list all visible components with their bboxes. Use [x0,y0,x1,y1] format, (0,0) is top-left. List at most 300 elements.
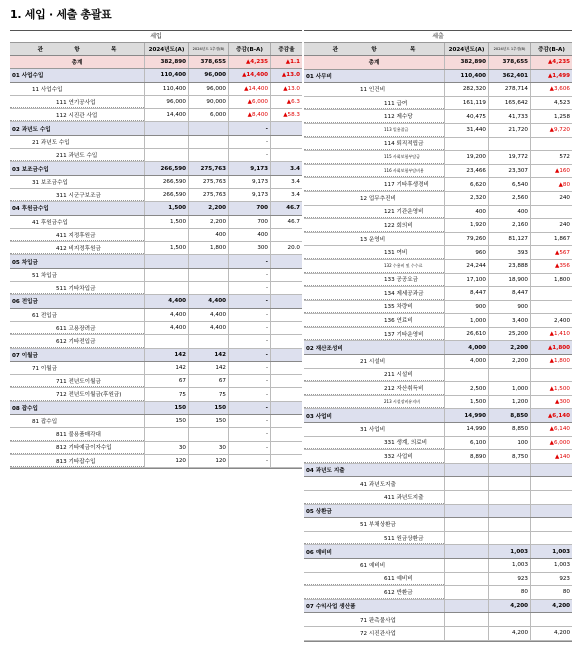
expense-cell-c: 923 [530,573,572,586]
expense-cell-b: 8,850 [488,409,530,422]
income-row-label: 112 시진관 사업 [10,109,144,121]
income-row-label: 211 과년도 수입 [10,149,144,161]
income-cell-a: 382,890 [144,56,188,68]
expense-row [304,505,572,519]
expense-cell-a: 1,000 [444,314,488,327]
income-cell-c: - [228,349,270,361]
income-header-hang: 항 [74,47,80,53]
expense-cell-a: 26,610 [444,328,488,341]
expense-row-label: 02 재산조성비 [306,345,343,352]
expense-row [304,110,572,124]
income-cell-c: - [228,428,270,440]
income-row-label: 412 비지정후원금 [10,242,144,254]
income-cell-b [188,255,228,267]
expense-cell-a: 110,400 [444,70,488,83]
income-cell-a: 75 [144,388,188,400]
expense-cell-b: 25,200 [488,328,530,341]
expense-row-label: 331 생계, 의료비 [304,437,444,450]
income-cell-a [144,136,188,148]
expense-cell-c: 1,800 [530,274,572,287]
expense-cell-b: 923 [488,573,530,586]
income-row [10,309,302,322]
expense-cell-a: 40,475 [444,110,488,123]
expense-cell-b: 2,560 [488,192,530,205]
expense-cell-b: 278,714 [488,83,530,96]
expense-cell-a [444,477,488,490]
expense-cell-c: 80 [530,586,572,599]
expense-row [304,124,572,138]
income-cell-d [270,362,302,374]
expense-row-label: 332 사업비 [304,450,444,463]
income-cell-b: 142 [188,362,228,374]
income-row-label: 03 보조금수입 [12,166,49,173]
expense-cell-a: 2,320 [444,192,488,205]
expense-row-label: 112 제수당 [304,110,444,123]
income-cell-d: 3.4 [270,176,302,188]
income-cell-c: 400 [228,229,270,241]
income-cell-b: 120 [188,455,228,467]
income-cell-d: 3.4 [270,162,302,174]
income-cell-b: 90,000 [188,96,228,108]
income-cell-a [144,149,188,161]
expense-row-label: 137 기타운영비 [304,328,444,341]
expense-cell-a [444,518,488,531]
expense-cell-a: 31,440 [444,124,488,137]
expense-cell-b [488,464,530,477]
income-cell-c: - [228,415,270,427]
income-row [10,388,302,401]
income-row [10,149,302,162]
expense-cell-b: 4,200 [488,627,530,640]
expense-row-label: 113 일용잡급 [304,124,444,137]
income-cell-c: 300 [228,242,270,254]
expense-cell-b: 18,900 [488,274,530,287]
income-row [10,109,302,122]
income-row [10,202,302,215]
income-row-label: 21 과년도 수입 [32,139,70,146]
income-cell-a: 1,500 [144,216,188,228]
expense-row [304,178,572,192]
income-row-label: 411 지정후원금 [10,229,144,241]
expense-cell-a: 4,000 [444,341,488,354]
income-row [10,322,302,335]
income-row-label: 811 불용품매각대 [10,428,144,440]
income-cell-b: 4,400 [188,309,228,321]
expense-cell-c: ▲1,499 [530,70,572,83]
income-cell-d [270,149,302,161]
income-row-label: 311 시군구보조금 [10,189,144,201]
income-cell-d: ▲1.1 [270,56,302,68]
expense-row [304,233,572,247]
expense-row-label: 212 자산취득비 [304,382,444,395]
expense-row [304,287,572,301]
income-cell-c: 700 [228,216,270,228]
expense-row-label: 51 부채상환금 [360,522,396,529]
expense-row-label: 06 예비비 [306,549,332,556]
income-cell-b: 4,400 [188,295,228,307]
expense-row [304,613,572,627]
income-row [10,242,302,255]
income-cell-c: ▲4,235 [228,56,270,68]
income-cell-c: ▲14,400 [228,69,270,81]
expense-row [304,396,572,410]
expense-cell-b [488,138,530,151]
expense-row-label: 71 판촉물사업 [360,617,396,624]
expense-cell-c: 4,200 [530,600,572,613]
expense-cell-b [488,369,530,382]
income-cell-b [188,122,228,134]
income-row [10,349,302,362]
expense-cell-c: ▲1,410 [530,328,572,341]
income-cell-c: 9,173 [228,189,270,201]
expense-row [304,559,572,573]
income-cell-b: 2,200 [188,202,228,214]
expense-cell-a: 161,119 [444,97,488,110]
income-row-label: 01 사업수입 [12,73,44,80]
expense-table [304,30,572,642]
income-cell-a: 150 [144,402,188,414]
income-row-label: 611 고용장려금 [10,322,144,334]
expense-row-label: 13 운영비 [360,237,386,244]
income-row [10,442,302,455]
income-cell-b: 4,400 [188,322,228,334]
expense-cell-b: 8,447 [488,287,530,300]
income-cell-d [270,309,302,321]
income-row [10,428,302,441]
expense-row [304,409,572,423]
expense-row-label: 121 기관운영비 [304,206,444,219]
income-row-label: 812 기타예금이자수입 [10,442,144,454]
expense-row-label: 72 시진관사업 [360,631,396,638]
expense-cell-a: 282,320 [444,83,488,96]
income-row [10,122,302,135]
expense-cell-a [444,586,488,599]
expense-section-title: 세출 [304,31,572,43]
expense-row [304,341,572,355]
income-cell-d [270,402,302,414]
income-row [10,136,302,149]
income-cell-d [270,122,302,134]
income-cell-d [270,455,302,467]
income-cell-b: 142 [188,349,228,361]
expense-cell-b: 165,642 [488,97,530,110]
income-cell-c: ▲6,000 [228,96,270,108]
income-row [10,282,302,295]
expense-cell-a [444,573,488,586]
income-row [10,83,302,96]
income-cell-b: 275,763 [188,176,228,188]
expense-row [304,545,572,559]
expense-row [304,83,572,97]
income-cell-a: 120 [144,455,188,467]
expense-cell-c: ▲9,720 [530,124,572,137]
expense-cell-a [444,627,488,640]
expense-cell-a: 2,500 [444,382,488,395]
income-row-label: 04 후원금수입 [12,206,49,213]
expense-cell-c: 1,003 [530,545,572,558]
income-cell-c: 9,173 [228,162,270,174]
income-cell-a: 1,500 [144,242,188,254]
expense-row [304,600,572,614]
income-row [10,362,302,375]
income-section-title: 세입 [10,31,302,43]
income-cell-b: 67 [188,375,228,387]
expense-cell-a [444,613,488,626]
expense-cell-c [530,301,572,314]
income-cell-d: ▲58.3 [270,109,302,121]
expense-cell-c: 4,523 [530,97,572,110]
income-table [10,30,302,469]
expense-row [304,437,572,451]
expense-cell-b [488,477,530,490]
expense-cell-b: 378,655 [488,56,530,69]
income-cell-b: 275,763 [188,189,228,201]
income-cell-c: - [228,255,270,267]
expense-cell-c [530,505,572,518]
income-cell-c: ▲14,400 [228,83,270,95]
income-cell-c: - [228,149,270,161]
income-row [10,402,302,415]
income-cell-a: 14,400 [144,109,188,121]
income-cell-c: - [228,122,270,134]
income-header-category [10,43,144,55]
expense-cell-a [444,600,488,613]
expense-cell-a: 4,000 [444,355,488,368]
expense-cell-b: 41,733 [488,110,530,123]
income-cell-c: - [228,362,270,374]
income-row [10,269,302,282]
expense-row-label: 07 수익사업 생산품 [306,604,356,611]
income-header-mok: 목 [110,47,117,53]
income-cell-a [144,229,188,241]
expense-row [304,219,572,233]
expense-cell-b [488,491,530,504]
expense-row-label: 612 반환금 [304,586,444,599]
expense-cell-a [444,491,488,504]
income-cell-b: 2,200 [188,216,228,228]
expense-header-revised: 2024년도 1추경(B) [488,43,530,55]
income-cell-b: 1,800 [188,242,228,254]
expense-row-label: 132 수용비 및 수수료 [304,260,444,273]
expense-cell-c [530,613,572,626]
income-header-budget: 2024년도(A) [144,43,188,55]
expense-cell-c [530,464,572,477]
expense-cell-a: 17,100 [444,274,488,287]
expense-cell-c [530,287,572,300]
income-cell-b [188,149,228,161]
expense-cell-c [530,206,572,219]
expense-cell-a: 14,990 [444,423,488,436]
income-cell-b: 378,655 [188,56,228,68]
income-cell-b: 150 [188,415,228,427]
expense-row-label: 41 과년도지출 [360,481,396,488]
income-cell-d: 20.0 [270,242,302,254]
expense-row [304,165,572,179]
income-row-label: 712 전년도이월금(후원금) [10,388,144,400]
income-row-label: 11 사업수입 [32,86,63,93]
income-row [10,189,302,202]
expense-row [304,246,572,260]
income-cell-b: 75 [188,388,228,400]
income-cell-c: - [228,442,270,454]
expense-cell-b: 393 [488,246,530,259]
income-cell-d [270,415,302,427]
income-cell-b: 275,763 [188,162,228,174]
expense-cell-a [444,505,488,518]
expense-cell-a [444,532,488,545]
expense-row [304,70,572,84]
expense-cell-c: ▲140 [530,450,572,463]
expense-cell-b: 80 [488,586,530,599]
income-cell-d: 46.7 [270,216,302,228]
expense-row-label: 05 상환금 [306,508,332,515]
income-cell-b: 96,000 [188,83,228,95]
income-row-label: 81 잡수입 [32,419,58,426]
income-cell-a [144,255,188,267]
expense-cell-c: 240 [530,219,572,232]
expense-cell-c: 1,867 [530,233,572,246]
expense-cell-a: 23,466 [444,165,488,178]
income-row [10,375,302,388]
income-row-label: 02 과년도 수입 [12,126,51,133]
income-row [10,56,302,69]
expense-row [304,450,572,464]
expense-cell-c [530,491,572,504]
expense-row-label: 03 사업비 [306,413,332,420]
expense-cell-b: 4,200 [488,600,530,613]
expense-cell-a [444,464,488,477]
income-cell-c: 700 [228,202,270,214]
expense-cell-c: ▲1,500 [530,382,572,395]
income-row-label: 813 기타잡수입 [10,455,144,467]
income-cell-c: - [228,282,270,294]
expense-row-label: 135 차량비 [304,301,444,314]
income-cell-c: - [228,455,270,467]
expense-table-body [304,56,572,641]
expense-row [304,627,572,641]
expense-cell-b: 81,127 [488,233,530,246]
expense-cell-a: 19,200 [444,151,488,164]
income-cell-b: 150 [188,402,228,414]
income-cell-d [270,322,302,334]
expense-cell-a: 8,890 [444,450,488,463]
expense-cell-a: 1,500 [444,396,488,409]
income-cell-a: 142 [144,362,188,374]
income-row-label: 07 이월금 [12,352,38,359]
expense-cell-b: 19,772 [488,151,530,164]
income-row-label: 61 전입금 [32,312,58,319]
income-cell-c: - [228,375,270,387]
expense-cell-c: ▲6,140 [530,409,572,422]
income-row [10,229,302,242]
income-header-row [10,43,302,56]
expense-row [304,532,572,546]
expense-cell-c: ▲80 [530,178,572,191]
income-cell-b: 96,000 [188,69,228,81]
expense-cell-c: ▲160 [530,165,572,178]
income-cell-a: 67 [144,375,188,387]
income-cell-a: 110,400 [144,83,188,95]
income-cell-b [188,335,228,347]
expense-cell-c [530,138,572,151]
income-cell-a: 266,590 [144,176,188,188]
income-row [10,415,302,428]
income-row [10,176,302,189]
expense-cell-b [488,505,530,518]
income-row-label: 31 보조금수입 [32,179,68,186]
income-row [10,255,302,268]
income-row-label: 08 잡수입 [12,405,38,412]
income-row-label: 41 후원금수입 [32,219,68,226]
expense-row [304,260,572,274]
expense-header-budget: 2024년도(A) [444,43,488,55]
income-cell-a: 96,000 [144,96,188,108]
income-row [10,455,302,468]
income-cell-a: 4,400 [144,322,188,334]
income-cell-b: 400 [188,229,228,241]
expense-cell-c: ▲3,606 [530,83,572,96]
expense-cell-a: 900 [444,301,488,314]
income-cell-d: 46.7 [270,202,302,214]
expense-cell-c: ▲1,800 [530,355,572,368]
expense-row [304,382,572,396]
expense-row-label: 136 연료비 [304,314,444,327]
expense-row [304,301,572,315]
income-cell-a: 4,400 [144,295,188,307]
expense-cell-a: 79,260 [444,233,488,246]
expense-cell-c: ▲6,140 [530,423,572,436]
expense-row [304,314,572,328]
expense-cell-b: 1,200 [488,396,530,409]
income-cell-d: ▲13.0 [270,83,302,95]
income-cell-d: ▲6.3 [270,96,302,108]
expense-row-label: 61 예비비 [360,563,386,570]
expense-cell-b: 1,003 [488,545,530,558]
income-cell-d [270,375,302,387]
expense-header-diff: 증감(B-A) [530,43,572,55]
income-row [10,216,302,229]
expense-cell-c [530,518,572,531]
expense-cell-b: 100 [488,437,530,450]
expense-row-label: 116 사회보험부담비용 [304,165,444,178]
expense-cell-c [530,369,572,382]
income-cell-c: - [228,309,270,321]
expense-row-label: 01 사무비 [306,73,332,80]
income-cell-b: 30 [188,442,228,454]
income-row-label: 511 기타차입금 [10,282,144,294]
income-cell-c: ▲8,400 [228,109,270,121]
expense-row-label: 114 퇴직적립금 [304,138,444,151]
expense-row [304,151,572,165]
income-cell-d [270,335,302,347]
expense-cell-b: 900 [488,301,530,314]
income-cell-c: - [228,322,270,334]
income-row [10,295,302,308]
income-cell-c: - [228,402,270,414]
expense-cell-c: ▲4,235 [530,56,572,69]
expense-cell-a [444,369,488,382]
expense-row-label: 12 업무추진비 [360,196,396,203]
income-cell-c: - [228,136,270,148]
expense-cell-c: 1,003 [530,559,572,572]
expense-header-category [304,43,444,55]
expense-row [304,518,572,532]
expense-cell-a [444,545,488,558]
expense-row [304,423,572,437]
income-row-label: 06 전입금 [12,299,38,306]
expense-row-label: 131 여비 [304,246,444,259]
expense-row [304,274,572,288]
